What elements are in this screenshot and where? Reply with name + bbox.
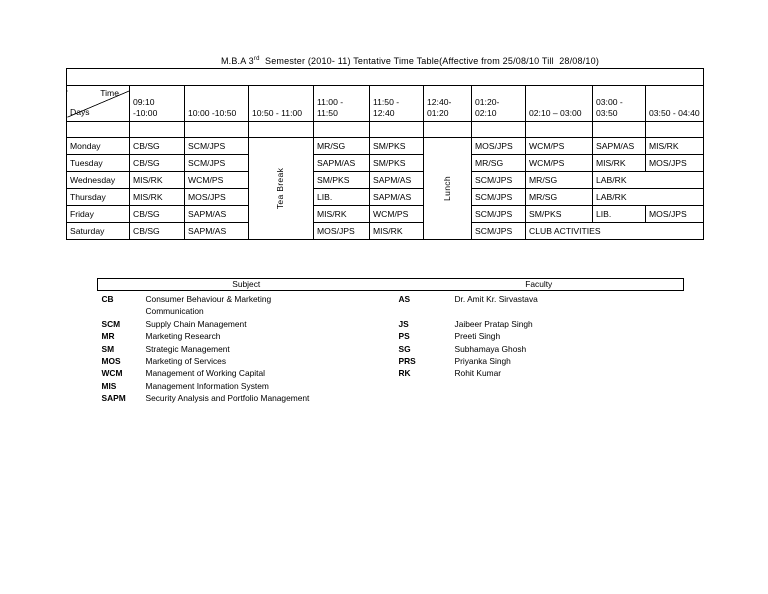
class-cell: MIS/RK [593,155,646,172]
legend-row [98,367,684,379]
blank-cell [526,122,593,138]
class-cell: SM/PKS [370,138,424,155]
class-cell: CB/SG [130,138,185,155]
faculty-abbr: SG [398,343,411,354]
faculty-header: Faculty [395,279,684,291]
title-superscript: rd [253,56,260,62]
subject-abbr: MIS [101,380,117,391]
day-label: Monday [67,138,130,155]
class-cell: LAB/RK [593,172,704,189]
class-cell: WCM/PS [185,172,249,189]
day-row-wednesday [67,172,704,189]
day-label: Wednesday [67,172,130,189]
class-cell: MOS/JPS [185,189,249,206]
legend-row [98,305,684,317]
slot-header: 10:00 -10:50 [185,86,249,122]
blank-cell [424,122,472,138]
blank-cell [249,122,314,138]
day-label: Friday [67,206,130,223]
class-cell: SCM/JPS [185,138,249,155]
timetable-top-cell [67,69,704,86]
class-cell: CB/SG [130,206,185,223]
slot-header: 02:10 – 03:00 [526,86,593,122]
timetable-header-row [67,86,704,122]
class-cell: MOS/JPS [314,223,370,240]
subject-abbr: MR [101,331,115,342]
timetable [66,68,704,240]
subject-abbr: SCM [101,318,121,329]
faculty-abbr: PS [398,331,410,342]
subject-name: Marketing of Services [145,356,227,367]
subject-header: Subject [98,279,395,291]
day-label: Tuesday [67,155,130,172]
empty-cell [395,380,451,392]
faculty-name: Preeti Singh [454,331,501,342]
class-cell: WCM/PS [526,138,593,155]
slot-header: 03:00 - 03:50 [593,86,646,122]
day-label: Saturday [67,223,130,240]
blank-cell [472,122,526,138]
subject-name: Management Information System [145,380,269,391]
empty-cell [451,305,684,317]
subject-abbr: SAPM [101,393,126,404]
slot-header: 11:00 - 11:50 [314,86,370,122]
subject-name: Security Analysis and Portfolio Management [145,393,310,404]
blank-cell [185,122,249,138]
title-rest: Semester (2010- 11) Tentative Time Table(Affective from 25/08/10 Till 28/08/10) [259,56,600,66]
class-cell: SAPM/AS [185,223,249,240]
blank-cell [646,122,704,138]
day-label: Thursday [67,189,130,206]
day-row-thursday [67,189,704,206]
subject-name-cont: Communication [145,306,204,317]
faculty-name: Rohit Kumar [454,368,502,379]
faculty-abbr: PRS [398,356,416,367]
subject-name: Strategic Management [145,343,230,354]
class-cell: MOS/JPS [646,206,704,223]
class-cell: MOS/JPS [646,155,704,172]
class-cell: SAPM/AS [314,155,370,172]
faculty-name: Priyanka Singh [454,356,511,367]
class-cell: LIB. [314,189,370,206]
blank-cell [67,122,130,138]
empty-cell [98,305,142,317]
club-activities-cell: CLUB ACTIVITIES [526,223,704,240]
day-row-friday [67,206,704,223]
days-label: Days [70,107,90,117]
legend-row [98,380,684,392]
class-cell: SAPM/AS [370,172,424,189]
class-cell: SAPM/AS [593,138,646,155]
class-cell: WCM/PS [526,155,593,172]
legend-row [98,343,684,355]
subject-abbr: CB [101,294,114,304]
blank-row [67,122,704,138]
class-cell: SM/PKS [314,172,370,189]
legend-header-row [98,279,684,291]
class-cell: MIS/RK [130,189,185,206]
class-cell: MIS/RK [646,138,704,155]
subject-name: Supply Chain Management [145,318,247,329]
class-cell: MIS/RK [130,172,185,189]
faculty-name: Jaibeer Pratap Singh [454,318,533,329]
class-cell: MR/SG [526,189,593,206]
class-cell: CB/SG [130,155,185,172]
time-label: Time [100,88,119,98]
empty-cell [395,392,451,404]
lunch-label: Lunch [441,176,452,201]
day-row-tuesday [67,155,704,172]
class-cell: SAPM/AS [185,206,249,223]
timetable-title [120,56,700,66]
empty-cell [395,305,451,317]
legend-row [98,330,684,342]
faculty-name: Dr. Amit Kr. Sirvastava [454,294,538,304]
class-cell: LAB/RK [593,189,704,206]
class-cell: SCM/JPS [472,189,526,206]
legend-row [98,318,684,330]
legend-row [98,291,684,306]
class-cell: SCM/JPS [472,206,526,223]
class-cell: MR/SG [314,138,370,155]
blank-cell [314,122,370,138]
subject-name: Management of Working Capital [145,368,265,379]
faculty-name: Subhamaya Ghosh [454,343,527,354]
legend-row [98,355,684,367]
tea-break-label: Tea Break [275,167,286,210]
timetable-top-row [67,69,704,86]
blank-cell [593,122,646,138]
subject-name: Consumer Behaviour & Marketing [145,294,272,304]
lunch-cell [424,138,472,240]
class-cell: SM/PKS [370,155,424,172]
empty-cell [451,392,684,404]
class-cell: SCM/JPS [472,172,526,189]
slot-header: 12:40- 01:20 [424,86,472,122]
day-row-monday [67,138,704,155]
faculty-abbr: AS [398,294,411,304]
class-cell: WCM/PS [370,206,424,223]
slot-header: 03:50 - 04:40 [646,86,704,122]
faculty-abbr: JS [398,318,409,329]
slot-header: 01:20- 02:10 [472,86,526,122]
subject-name: Marketing Research [145,331,221,342]
class-cell: MOS/JPS [472,138,526,155]
class-cell: SM/PKS [526,206,593,223]
day-row-saturday [67,223,704,240]
blank-cell [370,122,424,138]
class-cell: SCM/JPS [185,155,249,172]
class-cell: CB/SG [130,223,185,240]
slot-header: 10:50 - 11:00 [249,86,314,122]
faculty-abbr: RK [398,368,411,379]
subject-abbr: SM [101,343,115,354]
blank-cell [130,122,185,138]
class-cell: LIB. [593,206,646,223]
legend-table [97,278,684,405]
title-prefix: M.B.A 3 [220,56,254,66]
class-cell: SAPM/AS [370,189,424,206]
subject-abbr: MOS [101,356,121,367]
legend-row [98,392,684,404]
tea-break-cell [249,138,314,240]
class-cell: SCM/JPS [472,223,526,240]
slot-header: 09:10 -10:00 [130,86,185,122]
class-cell: MIS/RK [370,223,424,240]
time-days-corner [67,86,130,122]
slot-header: 11:50 - 12:40 [370,86,424,122]
subject-abbr: WCM [101,368,123,379]
empty-cell [451,380,684,392]
class-cell: MIS/RK [314,206,370,223]
class-cell: MR/SG [526,172,593,189]
class-cell: MR/SG [472,155,526,172]
